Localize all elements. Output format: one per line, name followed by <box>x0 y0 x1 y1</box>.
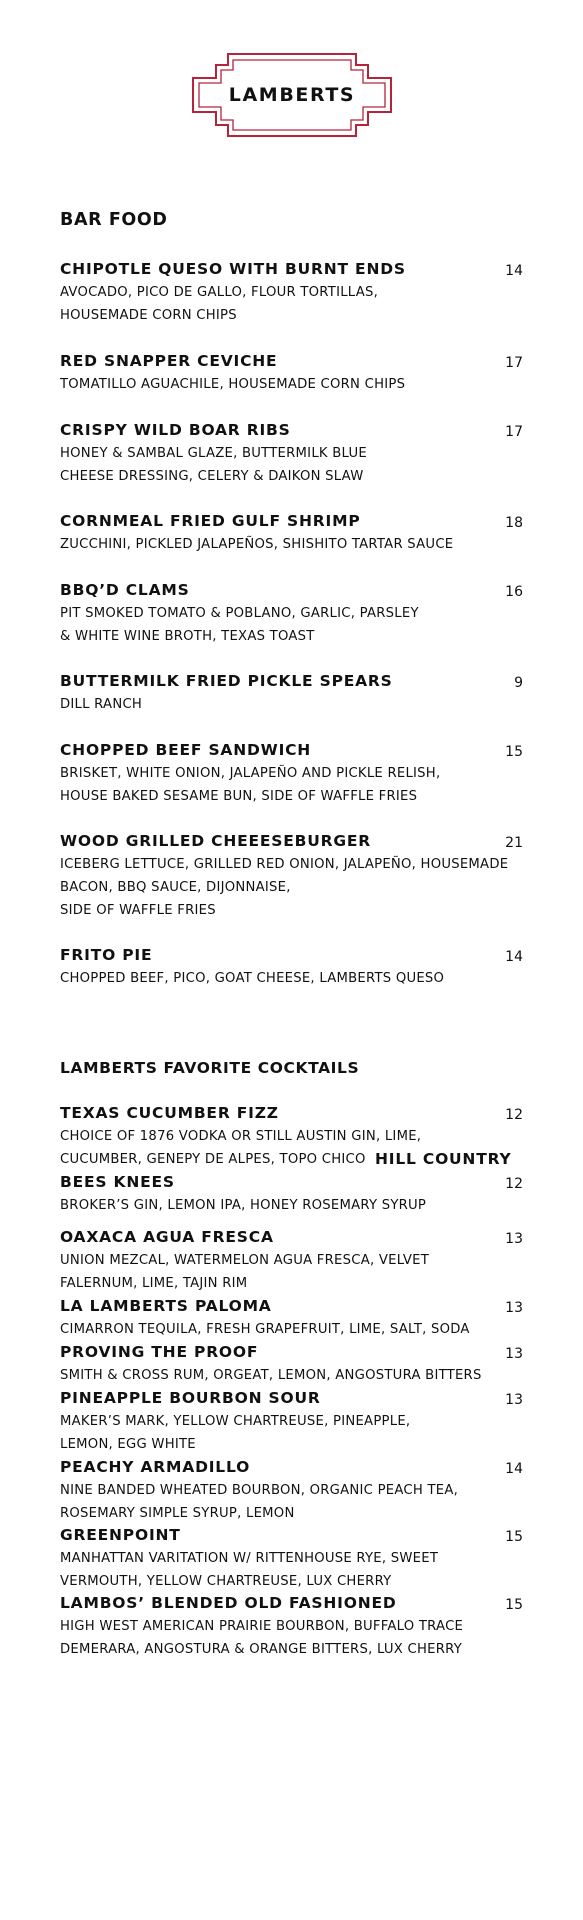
menu-item <box>60 419 523 488</box>
menu-item <box>60 670 523 716</box>
description-line: CHOICE OF 1876 VODKA OR STILL AUSTIN GIN, LIME, <box>60 1129 422 1144</box>
item-description <box>60 1615 523 1661</box>
item-name: CORNMEAL FRIED GULF SHRIMP <box>60 512 361 530</box>
description-line: CUCUMBER, GENEPY DE ALPES, TOPO CHICO <box>60 1152 366 1167</box>
description-line: ZUCCHINI, PICKLED JALAPEÑOS, SHISHITO TARTAR SAUCE <box>60 537 454 552</box>
description-line: ICEBERG LETTUCE, GRILLED RED ONION, JALAPEÑO, HOUSEMADE <box>60 857 509 872</box>
description-line: SMITH & CROSS RUM, ORGEAT, LEMON, ANGOSTURA BITTERS <box>60 1368 482 1383</box>
item-name: FRITO PIE <box>60 946 153 964</box>
item-price: 18 <box>505 515 523 531</box>
description-line: FALERNUM, LIME, TAJIN RIM <box>60 1276 248 1291</box>
description-line: AVOCADO, PICO DE GALLO, FLOUR TORTILLAS, <box>60 285 379 300</box>
item-price: 13 <box>505 1392 523 1408</box>
item-name: LAMBOS’ BLENDED OLD FASHIONED <box>60 1594 397 1612</box>
item-description <box>60 1318 523 1341</box>
description-line: DEMERARA, ANGOSTURA & ORANGE BITTERS, LUX CHERRY <box>60 1642 463 1657</box>
menu-item <box>60 739 523 808</box>
menu-item <box>60 830 523 922</box>
menu-item <box>60 1341 523 1387</box>
description-line: NINE BANDED WHEATED BOURBON, ORGANIC PEACH TEA, <box>60 1483 459 1498</box>
item-description <box>60 762 523 808</box>
item-price: 13 <box>505 1346 523 1362</box>
section-title-cocktails: LAMBERTS FAVORITE COCKTAILS <box>60 1059 360 1077</box>
menu-item <box>60 1456 523 1525</box>
item-name: WOOD GRILLED CHEEESEBURGER <box>60 832 371 850</box>
item-description <box>60 1194 523 1217</box>
item-name: LA LAMBERTS PALOMA <box>60 1297 272 1315</box>
item-price: 15 <box>505 744 523 760</box>
description-line: HIGH WEST AMERICAN PRAIRIE BOURBON, BUFFALO TRACE <box>60 1619 464 1634</box>
logo-text: LAMBERTS <box>228 84 356 106</box>
item-name: PEACHY ARMADILLO <box>60 1458 251 1476</box>
description-line: DILL RANCH <box>60 697 143 712</box>
description-line: LEMON, EGG WHITE <box>60 1437 196 1452</box>
menu-item <box>60 1295 523 1341</box>
description-line: VERMOUTH, YELLOW CHARTREUSE, LUX CHERRY <box>60 1574 392 1589</box>
item-name: CHIPOTLE QUESO WITH BURNT ENDS <box>60 260 406 278</box>
item-name: CHOPPED BEEF SANDWICH <box>60 741 312 759</box>
item-description <box>60 693 523 716</box>
item-description <box>60 853 523 922</box>
item-price: 9 <box>514 675 523 691</box>
description-line: HOUSE BAKED SESAME BUN, SIDE OF WAFFLE FRIES <box>60 789 418 804</box>
item-price: 14 <box>505 263 523 279</box>
item-description <box>60 1479 523 1525</box>
item-name: BBQ’D CLAMS <box>60 581 190 599</box>
item-price: 17 <box>505 424 523 440</box>
description-line: HONEY & SAMBAL GLAZE, BUTTERMILK BLUE <box>60 446 367 461</box>
item-price: 15 <box>505 1597 523 1613</box>
lamberts-logo <box>192 53 392 137</box>
description-line: MAKER’S MARK, YELLOW CHARTREUSE, PINEAPPLE, <box>60 1414 411 1429</box>
menu-item <box>60 510 523 556</box>
item-name: TEXAS CUCUMBER FIZZ <box>60 1104 279 1122</box>
description-line: CIMARRON TEQUILA, FRESH GRAPEFRUIT, LIME, SALT, SODA <box>60 1322 470 1337</box>
item-description <box>60 1547 523 1593</box>
item-name: GREENPOINT <box>60 1526 181 1544</box>
item-description <box>60 281 523 327</box>
item-price: 12 <box>505 1176 523 1192</box>
description-line: HOUSEMADE CORN CHIPS <box>60 308 237 323</box>
menu-item <box>60 579 523 648</box>
description-line: BRISKET, WHITE ONION, JALAPEÑO AND PICKLE RELISH, <box>60 766 441 781</box>
menu-item <box>60 1524 523 1593</box>
item-name: OAXACA AGUA FRESCA <box>60 1228 274 1246</box>
description-line: BROKER’S GIN, LEMON IPA, HONEY ROSEMARY SYRUP <box>60 1198 427 1213</box>
item-description <box>60 1249 523 1295</box>
item-name: CRISPY WILD BOAR RIBS <box>60 421 291 439</box>
description-line: SIDE OF WAFFLE FRIES <box>60 903 216 918</box>
menu-item <box>60 1592 523 1661</box>
description-line: & WHITE WINE BROTH, TEXAS TOAST <box>60 629 315 644</box>
item-name: PINEAPPLE BOURBON SOUR <box>60 1389 321 1407</box>
menu-item <box>60 1226 523 1295</box>
item-price: 14 <box>505 1461 523 1477</box>
description-line: CHOPPED BEEF, PICO, GOAT CHEESE, LAMBERTS QUESO <box>60 971 445 986</box>
item-description <box>60 602 523 648</box>
item-name: BEES KNEES <box>60 1173 175 1191</box>
item-name: RED SNAPPER CEVICHE <box>60 352 278 370</box>
description-line: UNION MEZCAL, WATERMELON AGUA FRESCA, VELVET <box>60 1253 430 1268</box>
description-line: TOMATILLO AGUACHILE, HOUSEMADE CORN CHIPS <box>60 377 406 392</box>
menu-item <box>60 1387 523 1456</box>
item-description <box>60 533 523 556</box>
description-line: PIT SMOKED TOMATO & POBLANO, GARLIC, PARSLEY <box>60 606 419 621</box>
menu-item <box>60 1171 523 1217</box>
item-description <box>60 442 523 488</box>
item-description <box>60 1410 523 1456</box>
item-name: BUTTERMILK FRIED PICKLE SPEARS <box>60 672 393 690</box>
item-price: 13 <box>505 1231 523 1247</box>
item-price: 16 <box>505 584 523 600</box>
item-price: 12 <box>505 1107 523 1123</box>
menu-item <box>60 258 523 327</box>
item-price: 13 <box>505 1300 523 1316</box>
item-name: PROVING THE PROOF <box>60 1343 259 1361</box>
item-price: 17 <box>505 355 523 371</box>
item-price: 15 <box>505 1529 523 1545</box>
item-description <box>60 373 523 396</box>
description-line: BACON, BBQ SAUCE, DIJONNAISE, <box>60 880 291 895</box>
item-price: 14 <box>505 949 523 965</box>
item-price: 21 <box>505 835 523 851</box>
description-line: ROSEMARY SIMPLE SYRUP, LEMON <box>60 1506 295 1521</box>
overlapping-item-name: HILL COUNTRY <box>375 1150 512 1168</box>
menu-item <box>60 944 523 990</box>
description-line: MANHATTAN VARITATION W/ RITTENHOUSE RYE, SWEET <box>60 1551 439 1566</box>
menu-item <box>60 350 523 396</box>
item-description <box>60 1364 523 1387</box>
section-title-bar-food: BAR FOOD <box>60 210 168 230</box>
item-description <box>60 967 523 990</box>
description-line: CHEESE DRESSING, CELERY & DAIKON SLAW <box>60 469 364 484</box>
